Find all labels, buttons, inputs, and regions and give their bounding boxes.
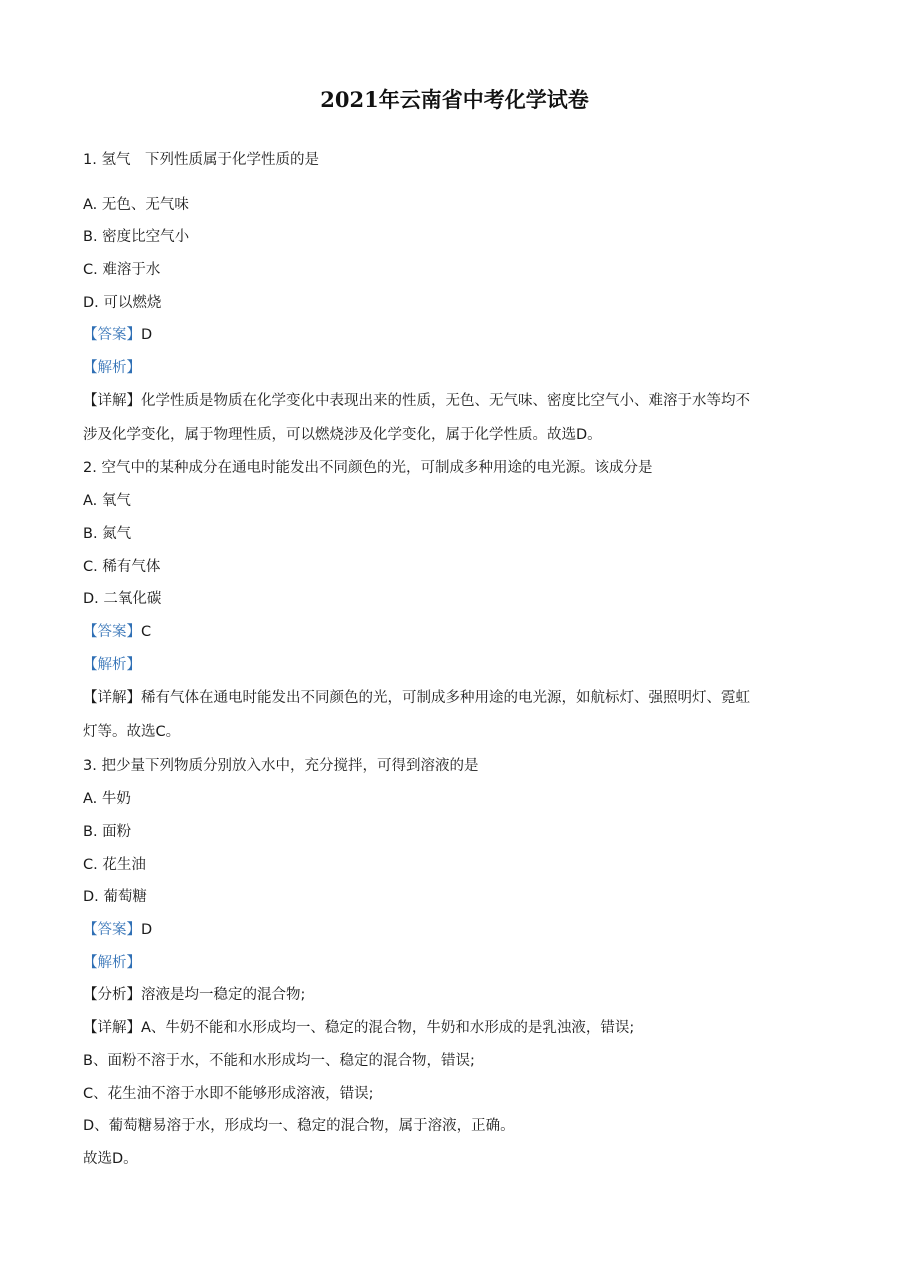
question-3-analysis-line-5: [83, 1116, 515, 1136]
question-3-analysis-line-2: [83, 1018, 634, 1038]
analysis-text: 溶液是均一稳定的混合物;: [141, 987, 306, 1003]
answer-value: D: [141, 327, 153, 343]
question-1-analysis-heading: [83, 358, 141, 378]
question-1-answer: [83, 325, 152, 345]
question-3-analysis-line-1: [83, 985, 305, 1005]
analysis-text: 稀有气体在通电时能发出不同颜色的光，可制成多种用途的电光源，如航标灯、强照明灯、霓虹: [141, 690, 750, 706]
question-3-option-c: C. 花生油: [83, 857, 146, 873]
detail-tag: 【详解】: [83, 393, 141, 409]
question-2-answer: [83, 622, 151, 642]
answer-tag: 【答案】: [83, 327, 141, 343]
answer-tag: 【答案】: [83, 922, 141, 938]
detail-tag: 【详解】: [83, 690, 141, 706]
question-1-analysis-line-2: [83, 425, 602, 445]
question-3-analysis-heading: [83, 953, 141, 973]
question-1-option-d: D. 可以燃烧: [83, 295, 162, 311]
question-2-analysis-line-2: [83, 722, 180, 742]
question-2-analysis-heading: [83, 655, 141, 675]
analysis-text: C、花生油不溶于水即不能够形成溶液，错误;: [83, 1086, 374, 1102]
question-3-answer: [83, 920, 152, 940]
analysis-tag: 【解析】: [83, 955, 141, 971]
question-2-option-b: B. 氮气: [83, 526, 132, 542]
question-1-stem: 1. 氢气 下列性质属于化学性质的是: [83, 152, 319, 168]
detail-tag: 【详解】: [83, 1020, 141, 1036]
question-3-option-d: D. 葡萄糖: [83, 889, 147, 905]
question-2-analysis-line-1: [83, 688, 750, 708]
question-1-option-b: B. 密度比空气小: [83, 229, 190, 245]
question-3-analysis-line-3: [83, 1051, 475, 1071]
analysis-tag: 【解析】: [83, 657, 141, 673]
question-1-option-a: A. 无色、无气味: [83, 197, 189, 213]
question-1-analysis-line-1: [83, 391, 750, 411]
analysis-text: B、面粉不溶于水，不能和水形成均一、稳定的混合物，错误;: [83, 1053, 475, 1069]
analysis-text: 故选D。: [83, 1151, 138, 1167]
answer-tag: 【答案】: [83, 624, 141, 640]
question-1-option-c: C. 难溶于水: [83, 262, 161, 278]
answer-value: D: [141, 922, 153, 938]
analysis-text: 化学性质是物质在化学变化中表现出来的性质，无色、无气味、密度比空气小、难溶于水等均不: [141, 393, 750, 409]
answer-value: C: [141, 624, 152, 640]
analysis-text: D、葡萄糖易溶于水，形成均一、稳定的混合物，属于溶液，正确。: [83, 1118, 515, 1134]
question-3-option-b: B. 面粉: [83, 824, 132, 840]
question-2-option-a: A. 氧气: [83, 493, 131, 509]
question-3-stem: 3. 把少量下列物质分别放入水中，充分搅拌，可得到溶液的是: [83, 758, 479, 774]
question-2-stem: 2. 空气中的某种成分在通电时能发出不同颜色的光，可制成多种用途的电光源。该成分是: [83, 460, 653, 476]
analysis-text: 涉及化学变化，属于物理性质，可以燃烧涉及化学变化，属于化学性质。故选D。: [83, 427, 602, 443]
question-3-analysis-line-4: [83, 1084, 374, 1104]
document-title: 2021年云南省中考化学试卷: [320, 87, 589, 112]
question-3-analysis-line-6: [83, 1149, 138, 1169]
analysis-tag: 【解析】: [83, 360, 141, 376]
analysis-subtag: 【分析】: [83, 987, 141, 1003]
analysis-text: 灯等。故选C。: [83, 724, 181, 740]
question-3-option-a: A. 牛奶: [83, 791, 131, 807]
question-2-option-c: C. 稀有气体: [83, 559, 161, 575]
analysis-text: A、牛奶不能和水形成均一、稳定的混合物，牛奶和水形成的是乳浊液，错误;: [141, 1020, 635, 1036]
question-2-option-d: D. 二氧化碳: [83, 591, 162, 607]
